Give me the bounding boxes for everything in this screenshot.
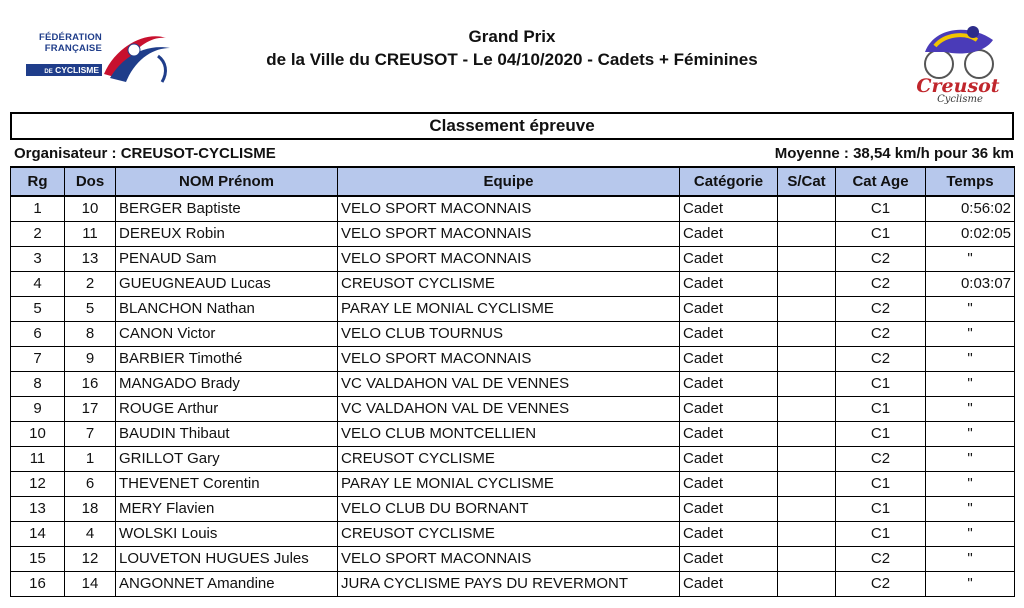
rider-name-cell: GRILLOT Gary [116, 446, 338, 471]
age-category-cell: C1 [836, 496, 926, 521]
table-row [11, 396, 1015, 421]
subcategory-cell [778, 321, 836, 346]
team-cell: VELO CLUB TOURNUS [338, 321, 680, 346]
col-header-time: Temps [926, 167, 1015, 196]
category-cell: Cadet [680, 571, 778, 596]
rank-cell: 7 [11, 346, 65, 371]
team-cell: CREUSOT CYCLISME [338, 271, 680, 296]
bib-cell: 12 [65, 546, 116, 571]
team-cell: VELO CLUB DU BORNANT [338, 496, 680, 521]
table-row [11, 421, 1015, 446]
results-table [10, 166, 1015, 597]
rank-cell: 1 [11, 196, 65, 221]
time-cell: " [926, 346, 1015, 371]
category-cell: Cadet [680, 371, 778, 396]
subcategory-cell [778, 471, 836, 496]
rider-name-cell: MERY Flavien [116, 496, 338, 521]
age-category-cell: C2 [836, 446, 926, 471]
rider-name-cell: ANGONNET Amandine [116, 571, 338, 596]
bib-cell: 16 [65, 371, 116, 396]
rider-name-cell: BARBIER Timothé [116, 346, 338, 371]
col-header-team: Equipe [338, 167, 680, 196]
team-cell: CREUSOT CYCLISME [338, 521, 680, 546]
category-cell: Cadet [680, 446, 778, 471]
rank-cell: 2 [11, 221, 65, 246]
team-cell: VELO CLUB MONTCELLIEN [338, 421, 680, 446]
rank-cell: 3 [11, 246, 65, 271]
subcategory-cell [778, 296, 836, 321]
age-category-cell: C1 [836, 221, 926, 246]
time-cell: " [926, 446, 1015, 471]
average-speed: Moyenne : 38,54 km/h pour 36 km [774, 145, 1014, 162]
subcategory-cell [778, 346, 836, 371]
time-cell: " [926, 471, 1015, 496]
time-cell: " [926, 521, 1015, 546]
rank-cell: 14 [11, 521, 65, 546]
age-category-cell: C2 [836, 271, 926, 296]
team-cell: VELO SPORT MACONNAIS [338, 546, 680, 571]
rider-name-cell: DEREUX Robin [116, 221, 338, 246]
rank-cell: 5 [11, 296, 65, 321]
time-cell: " [926, 371, 1015, 396]
category-cell: Cadet [680, 221, 778, 246]
team-cell: PARAY LE MONIAL CYCLISME [338, 471, 680, 496]
ffc-swoosh-icon [96, 26, 176, 86]
rank-cell: 10 [11, 421, 65, 446]
table-row [11, 271, 1015, 296]
category-cell: Cadet [680, 546, 778, 571]
rank-cell: 16 [11, 571, 65, 596]
section-title: Classement épreuve [10, 112, 1014, 140]
results-body [11, 196, 1015, 596]
bib-cell: 10 [65, 196, 116, 221]
category-cell: Cadet [680, 421, 778, 446]
time-cell: " [926, 321, 1015, 346]
team-cell: PARAY LE MONIAL CYCLISME [338, 296, 680, 321]
age-category-cell: C2 [836, 296, 926, 321]
bib-cell: 7 [65, 421, 116, 446]
bib-cell: 8 [65, 321, 116, 346]
subcategory-cell [778, 221, 836, 246]
category-cell: Cadet [680, 296, 778, 321]
table-row [11, 346, 1015, 371]
time-cell: 0:03:07 [926, 271, 1015, 296]
rider-name-cell: WOLSKI Louis [116, 521, 338, 546]
ffc-logo-line3: CYCLISME [55, 65, 99, 75]
ffc-logo-line1: FÉDÉRATION [38, 32, 102, 43]
category-cell: Cadet [680, 246, 778, 271]
bib-cell: 6 [65, 471, 116, 496]
time-cell: " [926, 396, 1015, 421]
page-title [200, 25, 824, 71]
subcategory-cell [778, 446, 836, 471]
organizer-label: Organisateur : CREUSOT-CYCLISME [14, 145, 276, 162]
table-row [11, 221, 1015, 246]
subcategory-cell [778, 521, 836, 546]
ffc-logo [26, 26, 176, 86]
team-cell: VELO SPORT MACONNAIS [338, 196, 680, 221]
time-cell: " [926, 571, 1015, 596]
creusot-logo-name: Creusot [916, 75, 1000, 97]
rider-name-cell: PENAUD Sam [116, 246, 338, 271]
table-row [11, 371, 1015, 396]
category-cell: Cadet [680, 346, 778, 371]
rider-name-cell: BERGER Baptiste [116, 196, 338, 221]
subcategory-cell [778, 396, 836, 421]
rank-cell: 13 [11, 496, 65, 521]
time-cell: 0:56:02 [926, 196, 1015, 221]
bib-cell: 11 [65, 221, 116, 246]
bib-cell: 1 [65, 446, 116, 471]
table-header-row [11, 167, 1015, 196]
rider-name-cell: CANON Victor [116, 321, 338, 346]
table-row [11, 496, 1015, 521]
team-cell: JURA CYCLISME PAYS DU REVERMONT [338, 571, 680, 596]
creusot-logo-sub: Cyclisme [937, 94, 983, 105]
rider-name-cell: BLANCHON Nathan [116, 296, 338, 321]
age-category-cell: C1 [836, 371, 926, 396]
rank-cell: 6 [11, 321, 65, 346]
bib-cell: 9 [65, 346, 116, 371]
bib-cell: 2 [65, 271, 116, 296]
team-cell: VC VALDAHON VAL DE VENNES [338, 396, 680, 421]
col-header-rg: Rg [11, 167, 65, 196]
category-cell: Cadet [680, 471, 778, 496]
subcategory-cell [778, 271, 836, 296]
rider-name-cell: MANGADO Brady [116, 371, 338, 396]
time-cell: " [926, 546, 1015, 571]
time-cell: " [926, 421, 1015, 446]
subcategory-cell [778, 496, 836, 521]
table-row [11, 246, 1015, 271]
team-cell: VELO SPORT MACONNAIS [338, 346, 680, 371]
table-row [11, 546, 1015, 571]
page-title-line2: de la Ville du CREUSOT - Le 04/10/2020 - Cadets + Féminines [266, 50, 758, 69]
ffc-logo-bar [26, 64, 102, 76]
rank-cell: 4 [11, 271, 65, 296]
team-cell: VELO SPORT MACONNAIS [338, 246, 680, 271]
subcategory-cell [778, 246, 836, 271]
age-category-cell: C1 [836, 421, 926, 446]
page-title-line1: Grand Prix [468, 27, 556, 46]
team-cell: CREUSOT CYCLISME [338, 446, 680, 471]
category-cell: Cadet [680, 321, 778, 346]
category-cell: Cadet [680, 271, 778, 296]
bib-cell: 17 [65, 396, 116, 421]
table-row [11, 321, 1015, 346]
col-header-category: Catégorie [680, 167, 778, 196]
table-row [11, 571, 1015, 596]
time-cell: " [926, 296, 1015, 321]
age-category-cell: C2 [836, 546, 926, 571]
age-category-cell: C1 [836, 471, 926, 496]
time-cell: " [926, 246, 1015, 271]
category-cell: Cadet [680, 396, 778, 421]
rank-cell: 12 [11, 471, 65, 496]
rider-name-cell: GUEUGNEAUD Lucas [116, 271, 338, 296]
rider-name-cell: THEVENET Corentin [116, 471, 338, 496]
bib-cell: 5 [65, 296, 116, 321]
subcategory-cell [778, 421, 836, 446]
age-category-cell: C2 [836, 246, 926, 271]
age-category-cell: C1 [836, 396, 926, 421]
category-cell: Cadet [680, 196, 778, 221]
team-cell: VELO SPORT MACONNAIS [338, 221, 680, 246]
bib-cell: 18 [65, 496, 116, 521]
age-category-cell: C2 [836, 571, 926, 596]
rank-cell: 9 [11, 396, 65, 421]
table-row [11, 471, 1015, 496]
col-header-age: Cat Age [836, 167, 926, 196]
cyclist-icon [915, 22, 1001, 82]
rider-name-cell: BAUDIN Thibaut [116, 421, 338, 446]
table-row [11, 296, 1015, 321]
table-row [11, 521, 1015, 546]
subcategory-cell [778, 571, 836, 596]
creusot-logo [915, 22, 1001, 108]
ffc-logo-text [26, 32, 102, 54]
time-cell: 0:02:05 [926, 221, 1015, 246]
ffc-logo-line2: FRANÇAISE [44, 43, 102, 54]
table-row [11, 196, 1015, 221]
bib-cell: 14 [65, 571, 116, 596]
age-category-cell: C2 [836, 346, 926, 371]
subcategory-cell [778, 371, 836, 396]
col-header-subcat: S/Cat [778, 167, 836, 196]
category-cell: Cadet [680, 496, 778, 521]
ffc-logo-prefix: DE [44, 69, 53, 75]
age-category-cell: C1 [836, 196, 926, 221]
time-cell: " [926, 496, 1015, 521]
subcategory-cell [778, 196, 836, 221]
subcategory-cell [778, 546, 836, 571]
bib-cell: 4 [65, 521, 116, 546]
table-row [11, 446, 1015, 471]
col-header-name: NOM Prénom [116, 167, 338, 196]
rank-cell: 8 [11, 371, 65, 396]
team-cell: VC VALDAHON VAL DE VENNES [338, 371, 680, 396]
rank-cell: 15 [11, 546, 65, 571]
col-header-dos: Dos [65, 167, 116, 196]
rider-name-cell: LOUVETON HUGUES Jules [116, 546, 338, 571]
category-cell: Cadet [680, 521, 778, 546]
bib-cell: 13 [65, 246, 116, 271]
info-row [14, 144, 1014, 164]
rider-name-cell: ROUGE Arthur [116, 396, 338, 421]
rank-cell: 11 [11, 446, 65, 471]
age-category-cell: C2 [836, 321, 926, 346]
age-category-cell: C1 [836, 521, 926, 546]
